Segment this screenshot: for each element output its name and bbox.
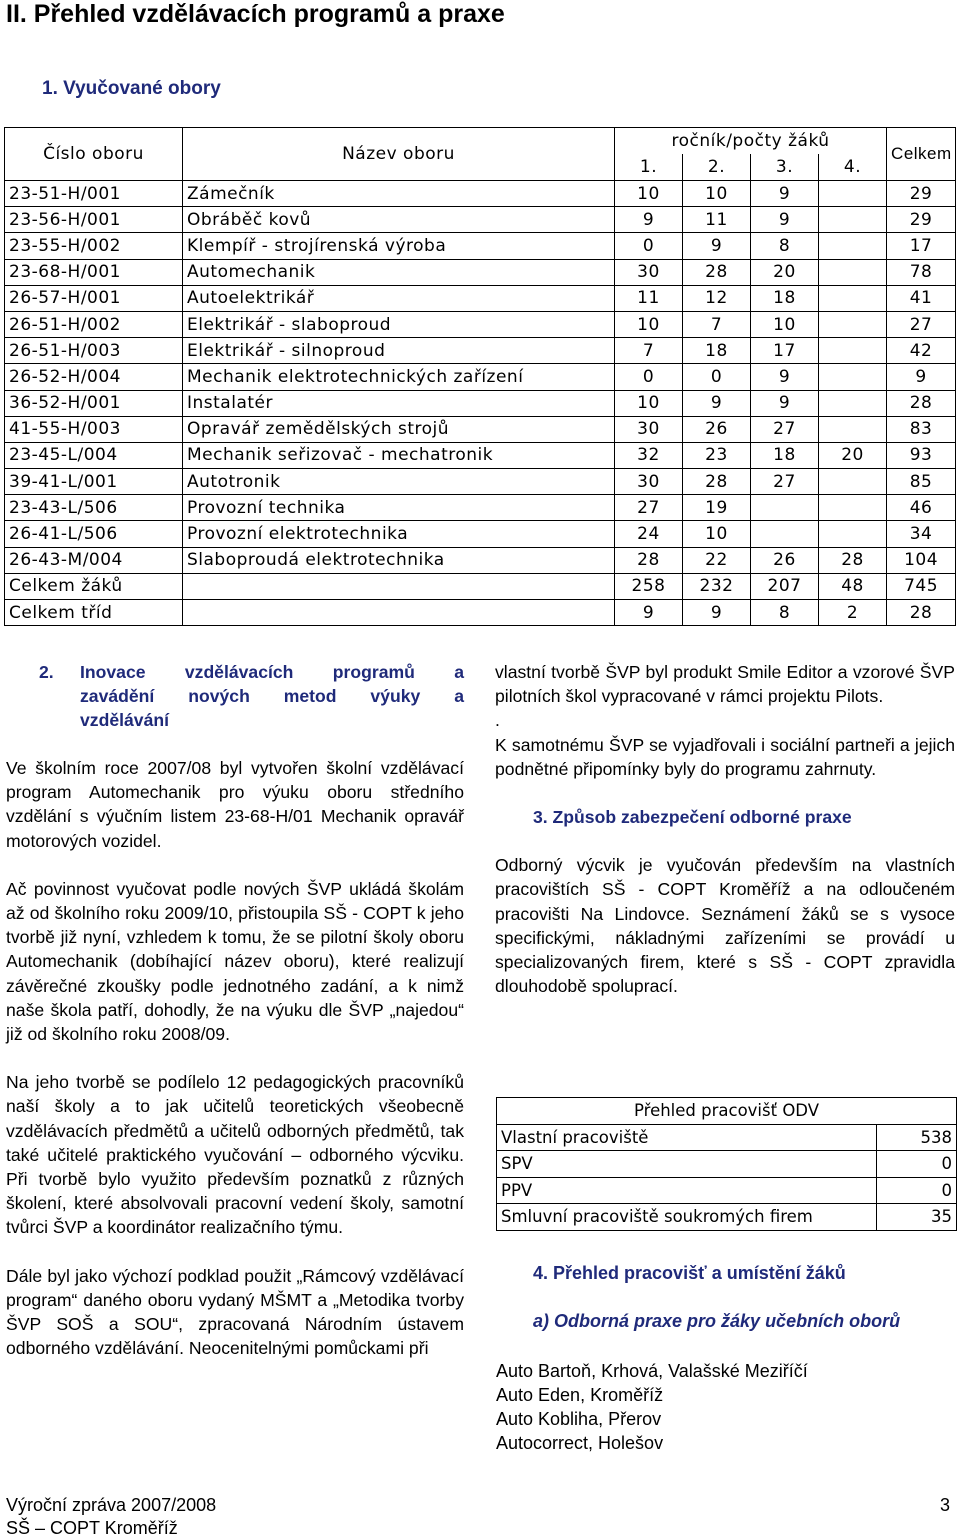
section-2-paragraph-4: Dále byl jako výchozí podklad použit „Rámcový vzdělávací program“ daného oboru vydaný MŠMT a „Metodika tvorby ŠVP SOŠ a SOU“, zpracovaná Národním ústavem odborného vzdělávání. Neocenitelnými pomůckami při bbox=[6, 1265, 464, 1359]
row-year-3: 20 bbox=[751, 259, 819, 285]
table-row bbox=[5, 573, 956, 599]
row-year-2: 232 bbox=[683, 573, 751, 599]
row-year-4 bbox=[819, 285, 887, 311]
row-year-2: 10 bbox=[683, 521, 751, 547]
section-1-title: 1. Vyučované obory bbox=[42, 78, 221, 99]
odv-row bbox=[497, 1124, 957, 1151]
row-total: 104 bbox=[887, 547, 956, 573]
row-year-1: 30 bbox=[615, 259, 683, 285]
row-total: 85 bbox=[887, 469, 956, 495]
row-total: 34 bbox=[887, 521, 956, 547]
row-name: Obráběč kovů bbox=[183, 207, 615, 233]
row-total: 83 bbox=[887, 416, 956, 442]
header-celkem: Celkem bbox=[887, 128, 956, 181]
row-year-3: 8 bbox=[751, 233, 819, 259]
odv-row-label: Smluvní pracoviště soukromých firem bbox=[497, 1204, 877, 1231]
row-year-4 bbox=[819, 311, 887, 337]
row-year-4: 20 bbox=[819, 442, 887, 468]
table-row bbox=[5, 285, 956, 311]
section-2-paragraph-1: Ve školním roce 2007/08 byl vytvořen školní vzdělávací program Automechanik pro výuku oboru středního vzdělání s výučním listem 23-68-H/01 Mechanik opravář motorových vozidel. bbox=[6, 758, 464, 851]
section-2-title-line2: zavádění nových metod výuky a bbox=[80, 686, 464, 706]
row-name: Provozní technika bbox=[183, 495, 615, 521]
row-year-1: 28 bbox=[615, 547, 683, 573]
row-year-4 bbox=[819, 390, 887, 416]
odv-table-title: Přehled pracovišť ODV bbox=[497, 1098, 957, 1125]
row-year-2: 12 bbox=[683, 285, 751, 311]
row-code: Celkem tříd bbox=[5, 600, 183, 626]
table-row bbox=[5, 259, 956, 285]
row-year-2: 0 bbox=[683, 364, 751, 390]
row-code: 36-52-H/001 bbox=[5, 390, 183, 416]
footer-school: SŠ – COPT Kroměříž bbox=[6, 1518, 178, 1538]
row-year-1: 10 bbox=[615, 311, 683, 337]
row-year-1: 0 bbox=[615, 364, 683, 390]
row-code: 26-51-H/003 bbox=[5, 338, 183, 364]
row-year-2: 9 bbox=[683, 390, 751, 416]
table-row bbox=[5, 311, 956, 337]
row-year-1: 7 bbox=[615, 338, 683, 364]
row-year-3: 8 bbox=[751, 600, 819, 626]
row-total: 29 bbox=[887, 181, 956, 207]
row-code: 26-57-H/001 bbox=[5, 285, 183, 311]
row-code: 26-43-M/004 bbox=[5, 547, 183, 573]
row-year-1: 32 bbox=[615, 442, 683, 468]
row-code: 39-41-L/001 bbox=[5, 469, 183, 495]
header-cislo-oboru: Číslo oboru bbox=[5, 128, 183, 181]
table-row bbox=[5, 207, 956, 233]
section-3-title: 3. Způsob zabezpečení odborné praxe bbox=[533, 807, 852, 828]
row-code: 26-52-H/004 bbox=[5, 364, 183, 390]
row-code: 26-41-L/506 bbox=[5, 521, 183, 547]
row-name: Instalatér bbox=[183, 390, 615, 416]
right-paragraph-3: Odborný výcvik je vyučován především na vlastních pracovištích SŠ - COPT Kroměříž a na odloučeném pracovišti Na Lindovce. Seznámení žáků se s vysoce specifickými, nákladnými zařízeními se provádí u specializovaných firem, které s SŠ - COPT zpravidla dlouhodobě spoluprací. bbox=[495, 855, 955, 997]
odv-row-label: PPV bbox=[497, 1177, 877, 1204]
table-row bbox=[5, 469, 956, 495]
odv-row-label: SPV bbox=[497, 1151, 877, 1178]
row-total: 28 bbox=[887, 390, 956, 416]
row-year-2: 18 bbox=[683, 338, 751, 364]
row-year-3: 9 bbox=[751, 390, 819, 416]
obory-table bbox=[4, 127, 956, 626]
right-paragraph-1: vlastní tvorbě ŠVP byl produkt Smile Editor a vzorové ŠVP pilotních škol vypracované v rámci projektu Pilots. bbox=[495, 662, 955, 707]
row-code: 26-51-H/002 bbox=[5, 311, 183, 337]
row-year-2: 19 bbox=[683, 495, 751, 521]
row-total: 29 bbox=[887, 207, 956, 233]
firms-list bbox=[496, 1359, 808, 1455]
footer-page-number: 3 bbox=[940, 1495, 951, 1515]
table-row bbox=[5, 442, 956, 468]
table-row bbox=[5, 521, 956, 547]
row-year-4: 28 bbox=[819, 547, 887, 573]
row-total: 93 bbox=[887, 442, 956, 468]
row-code: 23-43-L/506 bbox=[5, 495, 183, 521]
row-year-3: 9 bbox=[751, 207, 819, 233]
row-year-1: 9 bbox=[615, 207, 683, 233]
row-name: Zámečník bbox=[183, 181, 615, 207]
row-name: Mechanik seřizovač - mechatronik bbox=[183, 442, 615, 468]
odv-row bbox=[497, 1177, 957, 1204]
row-name: Autoelektrikář bbox=[183, 285, 615, 311]
row-year-4 bbox=[819, 416, 887, 442]
row-total: 27 bbox=[887, 311, 956, 337]
row-year-2: 28 bbox=[683, 469, 751, 495]
row-year-2: 28 bbox=[683, 259, 751, 285]
row-name: Opravář zemědělských strojů bbox=[183, 416, 615, 442]
row-year-2: 23 bbox=[683, 442, 751, 468]
odv-row bbox=[497, 1204, 957, 1231]
row-code: 23-51-H/001 bbox=[5, 181, 183, 207]
row-name: Elektrikář - silnoproud bbox=[183, 338, 615, 364]
odv-row bbox=[497, 1151, 957, 1178]
table-row bbox=[5, 600, 956, 626]
row-year-1: 0 bbox=[615, 233, 683, 259]
row-year-3: 27 bbox=[751, 469, 819, 495]
row-year-4 bbox=[819, 181, 887, 207]
row-year-4 bbox=[819, 364, 887, 390]
row-code: 23-45-L/004 bbox=[5, 442, 183, 468]
row-total: 9 bbox=[887, 364, 956, 390]
header-year-1: 1. bbox=[615, 154, 683, 181]
row-year-2: 26 bbox=[683, 416, 751, 442]
row-year-2: 9 bbox=[683, 233, 751, 259]
table-row bbox=[5, 390, 956, 416]
row-name: Autotronik bbox=[183, 469, 615, 495]
firm-item: Auto Kobliha, Přerov bbox=[496, 1409, 662, 1429]
row-year-4: 2 bbox=[819, 600, 887, 626]
row-year-2: 22 bbox=[683, 547, 751, 573]
header-year-3: 3. bbox=[751, 154, 819, 181]
firm-item: Auto Eden, Kroměříž bbox=[496, 1385, 664, 1405]
row-year-4 bbox=[819, 259, 887, 285]
row-name: Elektrikář - slaboproud bbox=[183, 311, 615, 337]
row-name bbox=[183, 600, 615, 626]
odv-row-value: 538 bbox=[877, 1124, 957, 1151]
row-year-2: 11 bbox=[683, 207, 751, 233]
section-4a-title: a) Odborná praxe pro žáky učebních oborů bbox=[533, 1311, 901, 1331]
row-year-3: 9 bbox=[751, 181, 819, 207]
odv-row-value: 0 bbox=[877, 1151, 957, 1178]
row-year-4 bbox=[819, 338, 887, 364]
table-row bbox=[5, 181, 956, 207]
row-code: 23-55-H/002 bbox=[5, 233, 183, 259]
row-year-1: 30 bbox=[615, 416, 683, 442]
right-column bbox=[495, 660, 955, 998]
row-year-4 bbox=[819, 233, 887, 259]
row-code: 23-56-H/001 bbox=[5, 207, 183, 233]
footer-report-title: Výroční zpráva 2007/2008 bbox=[6, 1495, 217, 1515]
row-name: Provozní elektrotechnika bbox=[183, 521, 615, 547]
table-row bbox=[5, 364, 956, 390]
right-paragraph-2: K samotnému ŠVP se vyjadřovali i sociální partneři a jejich podnětné připomínky byly do programu zahrnuty. bbox=[495, 734, 955, 779]
row-year-3: 18 bbox=[751, 442, 819, 468]
row-year-3: 18 bbox=[751, 285, 819, 311]
row-year-3: 10 bbox=[751, 311, 819, 337]
row-code: 23-68-H/001 bbox=[5, 259, 183, 285]
header-year-4: 4. bbox=[819, 154, 887, 181]
row-year-2: 10 bbox=[683, 181, 751, 207]
row-year-3: 27 bbox=[751, 416, 819, 442]
row-name: Automechanik bbox=[183, 259, 615, 285]
odv-row-label: Vlastní pracoviště bbox=[497, 1124, 877, 1151]
row-year-1: 10 bbox=[615, 181, 683, 207]
row-name: Klempíř - strojírenská výroba bbox=[183, 233, 615, 259]
row-year-1: 30 bbox=[615, 469, 683, 495]
row-year-4: 48 bbox=[819, 573, 887, 599]
row-total: 41 bbox=[887, 285, 956, 311]
row-year-3: 17 bbox=[751, 338, 819, 364]
table-row bbox=[5, 233, 956, 259]
header-nazev-oboru: Název oboru bbox=[183, 128, 615, 181]
row-year-1: 10 bbox=[615, 390, 683, 416]
row-name: Slaboproudá elektrotechnika bbox=[183, 547, 615, 573]
section-2-paragraph-3: Na jeho tvorbě se podílelo 12 pedagogických pracovníků naší školy a to jak učitelů teoretických všeobecně vzdělávacích předmětů a učitelů odborných předmětů, tak také učitelé praktického vyučování – odborného výcviku. Při tvorbě bylo využito především poznatků z různých školení, které absolvovali pracovní vedení školy, samotní tvůrci ŠVP a koordinátor realizačního týmu. bbox=[6, 1072, 464, 1238]
row-year-3 bbox=[751, 495, 819, 521]
section-2-number: 2. bbox=[39, 662, 54, 682]
row-year-1: 24 bbox=[615, 521, 683, 547]
row-year-1: 27 bbox=[615, 495, 683, 521]
row-total: 745 bbox=[887, 573, 956, 599]
row-total: 17 bbox=[887, 233, 956, 259]
row-code: Celkem žáků bbox=[5, 573, 183, 599]
row-year-3: 9 bbox=[751, 364, 819, 390]
row-year-1: 9 bbox=[615, 600, 683, 626]
firm-item: Autocorrect, Holešov bbox=[496, 1433, 664, 1453]
row-year-4 bbox=[819, 207, 887, 233]
firm-item: Auto Bartoň, Krhová, Valašské Meziříčí bbox=[496, 1361, 808, 1381]
table-row bbox=[5, 338, 956, 364]
section-2-title-line3: vzdělávání bbox=[80, 710, 169, 730]
row-total: 78 bbox=[887, 259, 956, 285]
header-year-2: 2. bbox=[683, 154, 751, 181]
row-year-3: 26 bbox=[751, 547, 819, 573]
section-2-title-line1: Inovace vzdělávacích programů a bbox=[80, 662, 464, 682]
row-year-3: 207 bbox=[751, 573, 819, 599]
section-2-paragraph-2: Ač povinnost vyučovat podle nových ŠVP ukládá školám až od školního roku 2009/10, přistoupila SŠ - COPT k jeho tvorbě již nyní, vzhledem k tomu, že se pilotní školy oboru Automechanik (dobíhající název oboru), které realizují závěrečné zkoušky podle jednotného zadání, a k nimž naše škola patří, dohodly, že na výuku dle ŠVP „najedou“ již od školního roku 2008/09. bbox=[6, 878, 464, 1045]
row-total: 46 bbox=[887, 495, 956, 521]
row-name: Mechanik elektrotechnických zařízení bbox=[183, 364, 615, 390]
odv-row-value: 0 bbox=[877, 1177, 957, 1204]
row-year-4 bbox=[819, 469, 887, 495]
right-dot: . bbox=[495, 710, 500, 731]
row-year-3 bbox=[751, 521, 819, 547]
row-year-4 bbox=[819, 521, 887, 547]
row-total: 28 bbox=[887, 600, 956, 626]
row-code: 41-55-H/003 bbox=[5, 416, 183, 442]
left-column bbox=[6, 660, 464, 1360]
row-year-1: 258 bbox=[615, 573, 683, 599]
header-rocnik: ročník/počty žáků bbox=[615, 128, 887, 155]
table-row bbox=[5, 547, 956, 573]
table-row bbox=[5, 416, 956, 442]
row-year-1: 11 bbox=[615, 285, 683, 311]
table-row bbox=[5, 495, 956, 521]
odv-row-value: 35 bbox=[877, 1204, 957, 1231]
section-2-heading bbox=[6, 660, 464, 734]
row-year-2: 9 bbox=[683, 600, 751, 626]
row-year-2: 7 bbox=[683, 311, 751, 337]
row-name bbox=[183, 573, 615, 599]
section-4-title: 4. Přehled pracovišť a umístění žáků bbox=[533, 1263, 846, 1283]
row-total: 42 bbox=[887, 338, 956, 364]
page-title: II. Přehled vzdělávacích programů a praxe bbox=[6, 0, 505, 28]
row-year-4 bbox=[819, 495, 887, 521]
odv-table bbox=[496, 1097, 957, 1231]
